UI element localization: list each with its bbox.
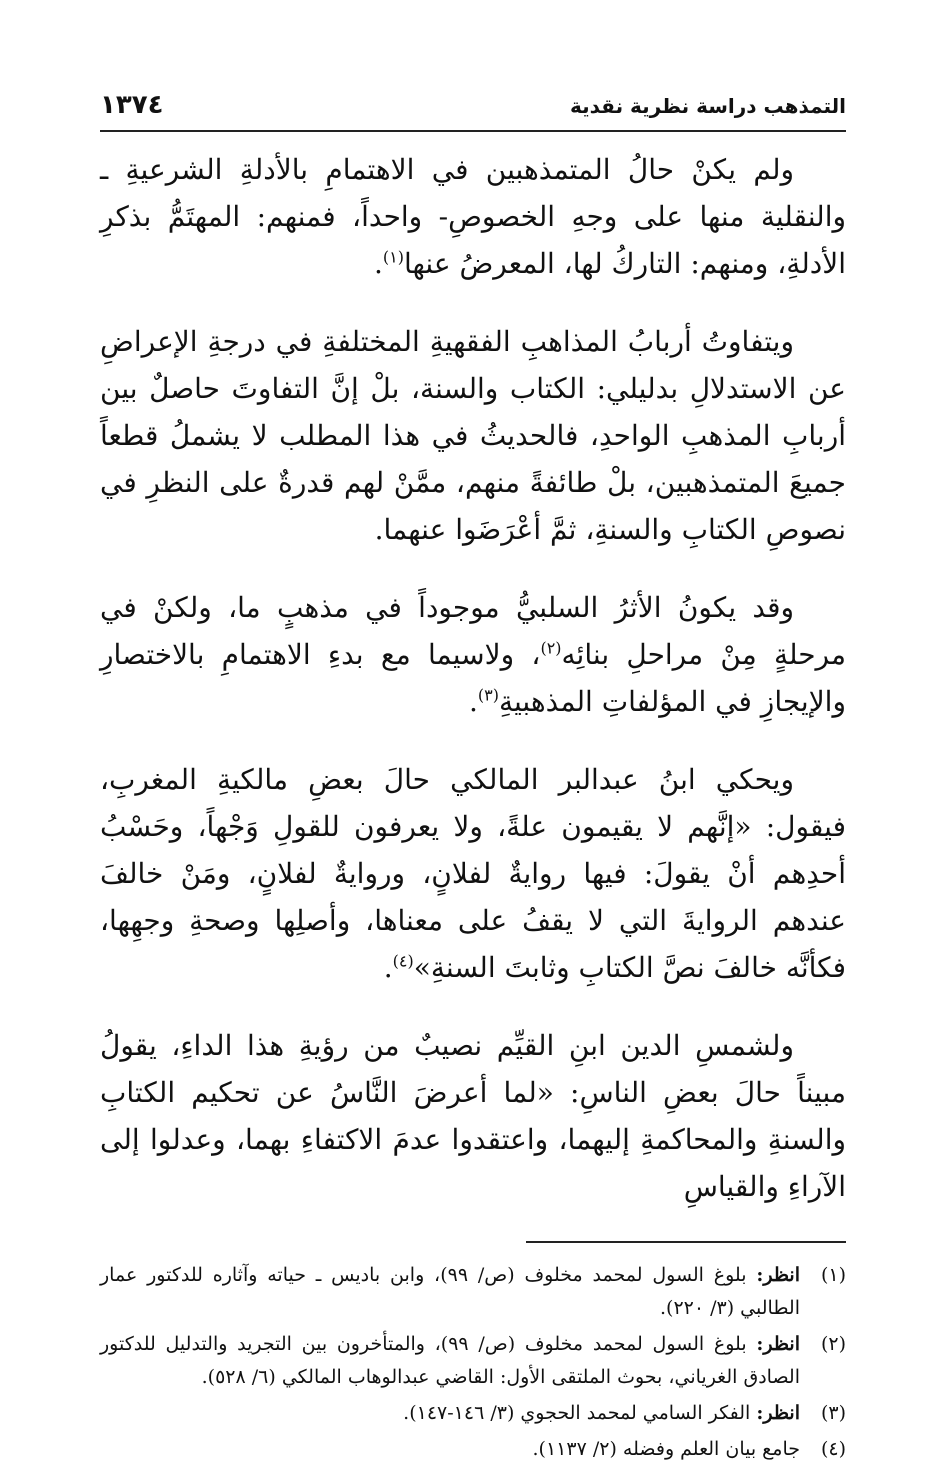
paragraph-text: ، ولاسيما مع بدءِ الاهتمامِ بالاختصارِ والإيجازِ في المؤلفاتِ المذهبيةِ — [100, 638, 846, 718]
paragraph-text: . — [373, 247, 383, 280]
running-head — [100, 88, 846, 132]
main-text — [100, 146, 846, 1210]
footnote-number: (١) — [820, 1264, 846, 1286]
paragraph-5 — [100, 1022, 846, 1210]
paragraph-text: وقد يكونُ الأثرُ السلبيُّ موجوداً في مذهبٍ ما، ولكنْ في مرحلةٍ مِنْ مراحلِ بنائِه — [100, 591, 846, 671]
footnote-ref[interactable]: (٤) — [392, 951, 414, 971]
paragraph-2 — [100, 318, 846, 553]
footnote-ref[interactable]: (٢) — [540, 638, 562, 658]
footnotes — [100, 1259, 846, 1466]
footnote-number: (٣) — [820, 1402, 846, 1424]
running-title: التمذهب دراسة نظرية نقدية — [569, 94, 846, 118]
paragraph-4 — [100, 756, 846, 991]
footnote-text: بلوغ السول لمحمد مخلوف (ص/ ٩٩)، وابن باديس ـ حياته وآثاره للدكتور عمار الطالبي (٣/ ٢٢٠). — [100, 1264, 800, 1319]
footnote-ref[interactable]: (١) — [382, 247, 404, 267]
footnote-label: انظر: — [756, 1264, 800, 1286]
paragraph-text: ولم يكنْ حالُ المتمذهبين في الاهتمامِ بالأدلةِ الشرعيةِ ـ والنقلية منها على وجهِ الخصوصِ- واحداً، فمنهم: المهتَمُّ بذكرِ الأدلةِ، ومنهم: التاركُ لها، المعرضُ عنها — [100, 153, 846, 280]
footnote-divider — [526, 1241, 846, 1243]
footnote-number: (٤) — [820, 1438, 846, 1460]
footnote-3 — [100, 1397, 846, 1430]
footnote-1 — [100, 1259, 846, 1325]
footnote-number: (٢) — [820, 1333, 846, 1355]
footnote-text: جامع بيان العلم وفضله (٢/ ١١٣٧). — [532, 1438, 800, 1460]
footnote-label: انظر: — [756, 1402, 800, 1424]
footnote-4 — [100, 1433, 846, 1466]
paragraph-text: . — [383, 951, 393, 984]
paragraph-text: ويتفاوتُ أربابُ المذاهبِ الفقهيةِ المختلفةِ في درجةِ الإعراضِ عن الاستدلالِ بدليلي: الكتاب والسنة، بلْ إنَّ التفاوتَ حاصلٌ بين أربابِ المذهبِ الواحدِ، فالحديثُ في هذا المطلب لا يشملُ قطعاً جميعَ المتمذهبين، بلْ طائفةً منهم، ممَّنْ لهم قدرةٌ على النظرِ في نصوصِ الكتابِ والسنةِ، ثمَّ أعْرَضَوا عنهما. — [100, 325, 846, 546]
page-number: ١٣٧٤ — [100, 90, 164, 120]
paragraph-text: ويحكي ابنُ عبدالبر المالكي حالَ بعضِ مالكيةِ المغربِ، فيقول: «إنَّهم لا يقيمون علةً، ولا يعرفون للقولِ وَجْهاً، وحَسْبُ أحدِهم أنْ يقولَ: فيها روايةٌ لفلانٍ، وروايةٌ لفلانٍ، ومَنْ خالفَ عندهم الروايةَ التي لا يقفُ على معناها، وأصلِها وصحةِ وجهِها، فكأنَّه خالفَ نصَّ الكتابِ وثابتَ السنةِ» — [100, 763, 846, 984]
paragraph-text: ولشمسِ الدين ابنِ القيِّم نصيبٌ من رؤيةِ هذا الداءِ، يقولُ مبيناً حالَ بعضِ الناسِ: «لما أعرضَ النَّاسُ عن تحكيم الكتابِ والسنةِ والمحاكمةِ إليهما، واعتقدوا عدمَ الاكتفاءِ بهما، وعدلوا إلى الآراءِ والقياسِ — [100, 1029, 847, 1203]
paragraph-1 — [100, 146, 846, 287]
footnote-text: الفكر السامي لمحمد الحجوي (٣/ ١٤٦-١٤٧). — [403, 1402, 751, 1424]
book-page — [100, 88, 846, 1469]
footnote-2 — [100, 1328, 846, 1394]
footnote-ref[interactable]: (٣) — [477, 685, 499, 705]
footnote-label: انظر: — [756, 1333, 800, 1355]
paragraph-3 — [100, 584, 846, 725]
footnote-text: بلوغ السول لمحمد مخلوف (ص/ ٩٩)، والمتأخرون بين التجريد والتدليل للدكتور الصادق الغرياني، بحوث الملتقى الأول: القاضي عبدالوهاب المالكي (٦/ ٥٢٨). — [100, 1333, 800, 1388]
paragraph-text: . — [468, 685, 478, 718]
